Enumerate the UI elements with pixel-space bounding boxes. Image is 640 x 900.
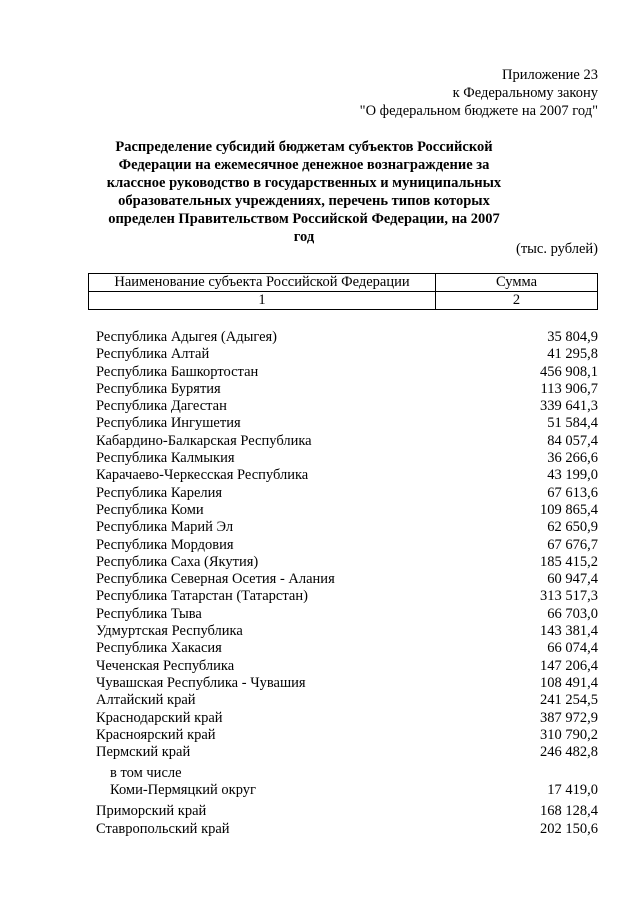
table-row (96, 658, 598, 675)
table-header (88, 273, 598, 310)
table-row (96, 398, 598, 415)
subject-name: Республика Адыгея (Адыгея) (96, 329, 278, 345)
subject-name: Краснодарский край (96, 709, 223, 726)
table-row (96, 623, 598, 640)
table-row (96, 640, 598, 657)
subsidy-amount: 339 641,3 (540, 398, 598, 415)
table-row (96, 821, 598, 838)
subject-name: Красноярский край (96, 726, 216, 743)
subsidy-amount: 113 906,7 (540, 380, 598, 397)
subject-name: Пермский край (96, 744, 191, 761)
table-row (96, 675, 598, 692)
table-row (96, 485, 598, 502)
subject-name: Республика Коми (96, 501, 204, 518)
subject-name: Республика Ингушетия (96, 415, 241, 432)
subsidy-amount: 241 254,5 (540, 692, 598, 709)
subsidy-amount: 17 419,0 (547, 782, 598, 799)
table-row (96, 415, 598, 432)
document-title: Распределение субсидий бюджетам субъектов Российской Федерации на ежемесячное денежное вознаграждение за классное руководство в государственных и муниципальных образовательных учреждениях, перечень типов которых определен Правительством Российской Федерации, на 2007 год (106, 139, 502, 245)
table-row (96, 744, 598, 765)
subsidy-amount: 60 947,4 (547, 571, 598, 588)
subsidy-amount: 84 057,4 (547, 432, 598, 449)
subsidy-amount: 67 676,7 (547, 536, 598, 553)
header-amount: Сумма (436, 274, 598, 292)
unit-label: (тыс. рублей) (516, 241, 598, 257)
subject-name: в том числе (110, 765, 182, 782)
subject-name: Ставропольский край (96, 820, 230, 837)
subject-name: Чувашская Республика - Чувашия (96, 674, 306, 691)
subject-name: Чеченская Республика (96, 657, 235, 674)
subsidy-amount: 67 613,6 (547, 484, 598, 501)
appendix-law-title: "О федеральном бюджете на 2007 год" (359, 103, 598, 119)
subsidy-amount: 313 517,3 (540, 588, 598, 605)
subject-name: Республика Саха (Якутия) (96, 553, 259, 570)
table-row (96, 346, 598, 363)
table-row (96, 554, 598, 571)
subject-name: Республика Башкортостан (96, 363, 259, 380)
subsidy-amount: 109 865,4 (540, 501, 598, 518)
table-row (96, 364, 598, 381)
table-row (96, 803, 598, 820)
subsidy-list (96, 329, 598, 838)
subsidy-amount: 456 908,1 (540, 363, 598, 380)
subsidy-amount: 66 703,0 (547, 605, 598, 622)
subsidy-amount: 41 295,8 (547, 346, 598, 363)
table-row (96, 765, 598, 782)
subsidy-amount: 108 491,4 (540, 674, 598, 691)
table-row (96, 467, 598, 484)
table-row (96, 329, 598, 346)
subject-name: Республика Дагестан (96, 398, 227, 415)
appendix-reference (360, 66, 598, 120)
subsidy-amount: 310 790,2 (540, 726, 598, 743)
subsidy-amount: 185 415,2 (540, 553, 598, 570)
table-row (96, 537, 598, 554)
subject-name: Алтайский край (96, 692, 196, 709)
subsidy-amount: 168 128,4 (540, 803, 598, 820)
table-row (96, 727, 598, 744)
appendix-number: Приложение 23 (502, 67, 598, 83)
subsidy-amount: 387 972,9 (540, 709, 598, 726)
header-column-number-2: 2 (436, 292, 598, 310)
table-row (96, 433, 598, 450)
subject-name: Республика Мордовия (96, 536, 234, 553)
subject-name: Республика Карелия (96, 484, 223, 501)
table-row (96, 606, 598, 623)
subject-name: Коми-Пермяцкий округ (110, 782, 256, 799)
table-row (96, 588, 598, 605)
subsidy-amount: 51 584,4 (547, 415, 598, 432)
subject-name: Республика Марий Эл (96, 519, 234, 536)
subsidy-amount: 202 150,6 (540, 820, 598, 837)
subsidy-amount: 66 074,4 (547, 640, 598, 657)
table-row (96, 450, 598, 467)
subject-name: Республика Татарстан (Татарстан) (96, 588, 308, 605)
subsidy-amount: 35 804,9 (547, 329, 598, 345)
header-column-number-1: 1 (89, 292, 436, 310)
table-row (96, 502, 598, 519)
table-row (96, 782, 598, 803)
appendix-law: к Федеральному закону (452, 85, 598, 101)
table-row (96, 381, 598, 398)
subject-name: Удмуртская Республика (96, 623, 243, 640)
subject-name: Кабардино-Балкарская Республика (96, 432, 312, 449)
subsidy-amount: 43 199,0 (547, 467, 598, 484)
subsidy-amount: 143 381,4 (540, 623, 598, 640)
subject-name: Республика Калмыкия (96, 450, 235, 467)
header-subject-name: Наименование субъекта Российской Федерации (89, 274, 436, 292)
subsidy-amount: 147 206,4 (540, 657, 598, 674)
table-row (96, 692, 598, 709)
table-row (96, 519, 598, 536)
subsidy-amount: 246 482,8 (540, 744, 598, 761)
subsidy-amount: 36 266,6 (547, 450, 598, 467)
subject-name: Республика Бурятия (96, 380, 221, 397)
subject-name: Карачаево-Черкесская Республика (96, 467, 309, 484)
table-row (96, 571, 598, 588)
table-row (96, 710, 598, 727)
subject-name: Приморский край (96, 803, 207, 820)
subject-name: Республика Алтай (96, 346, 210, 363)
subject-name: Республика Тыва (96, 605, 202, 622)
subject-name: Республика Хакасия (96, 640, 222, 657)
subject-name: Республика Северная Осетия - Алания (96, 571, 335, 588)
subsidy-amount: 62 650,9 (547, 519, 598, 536)
